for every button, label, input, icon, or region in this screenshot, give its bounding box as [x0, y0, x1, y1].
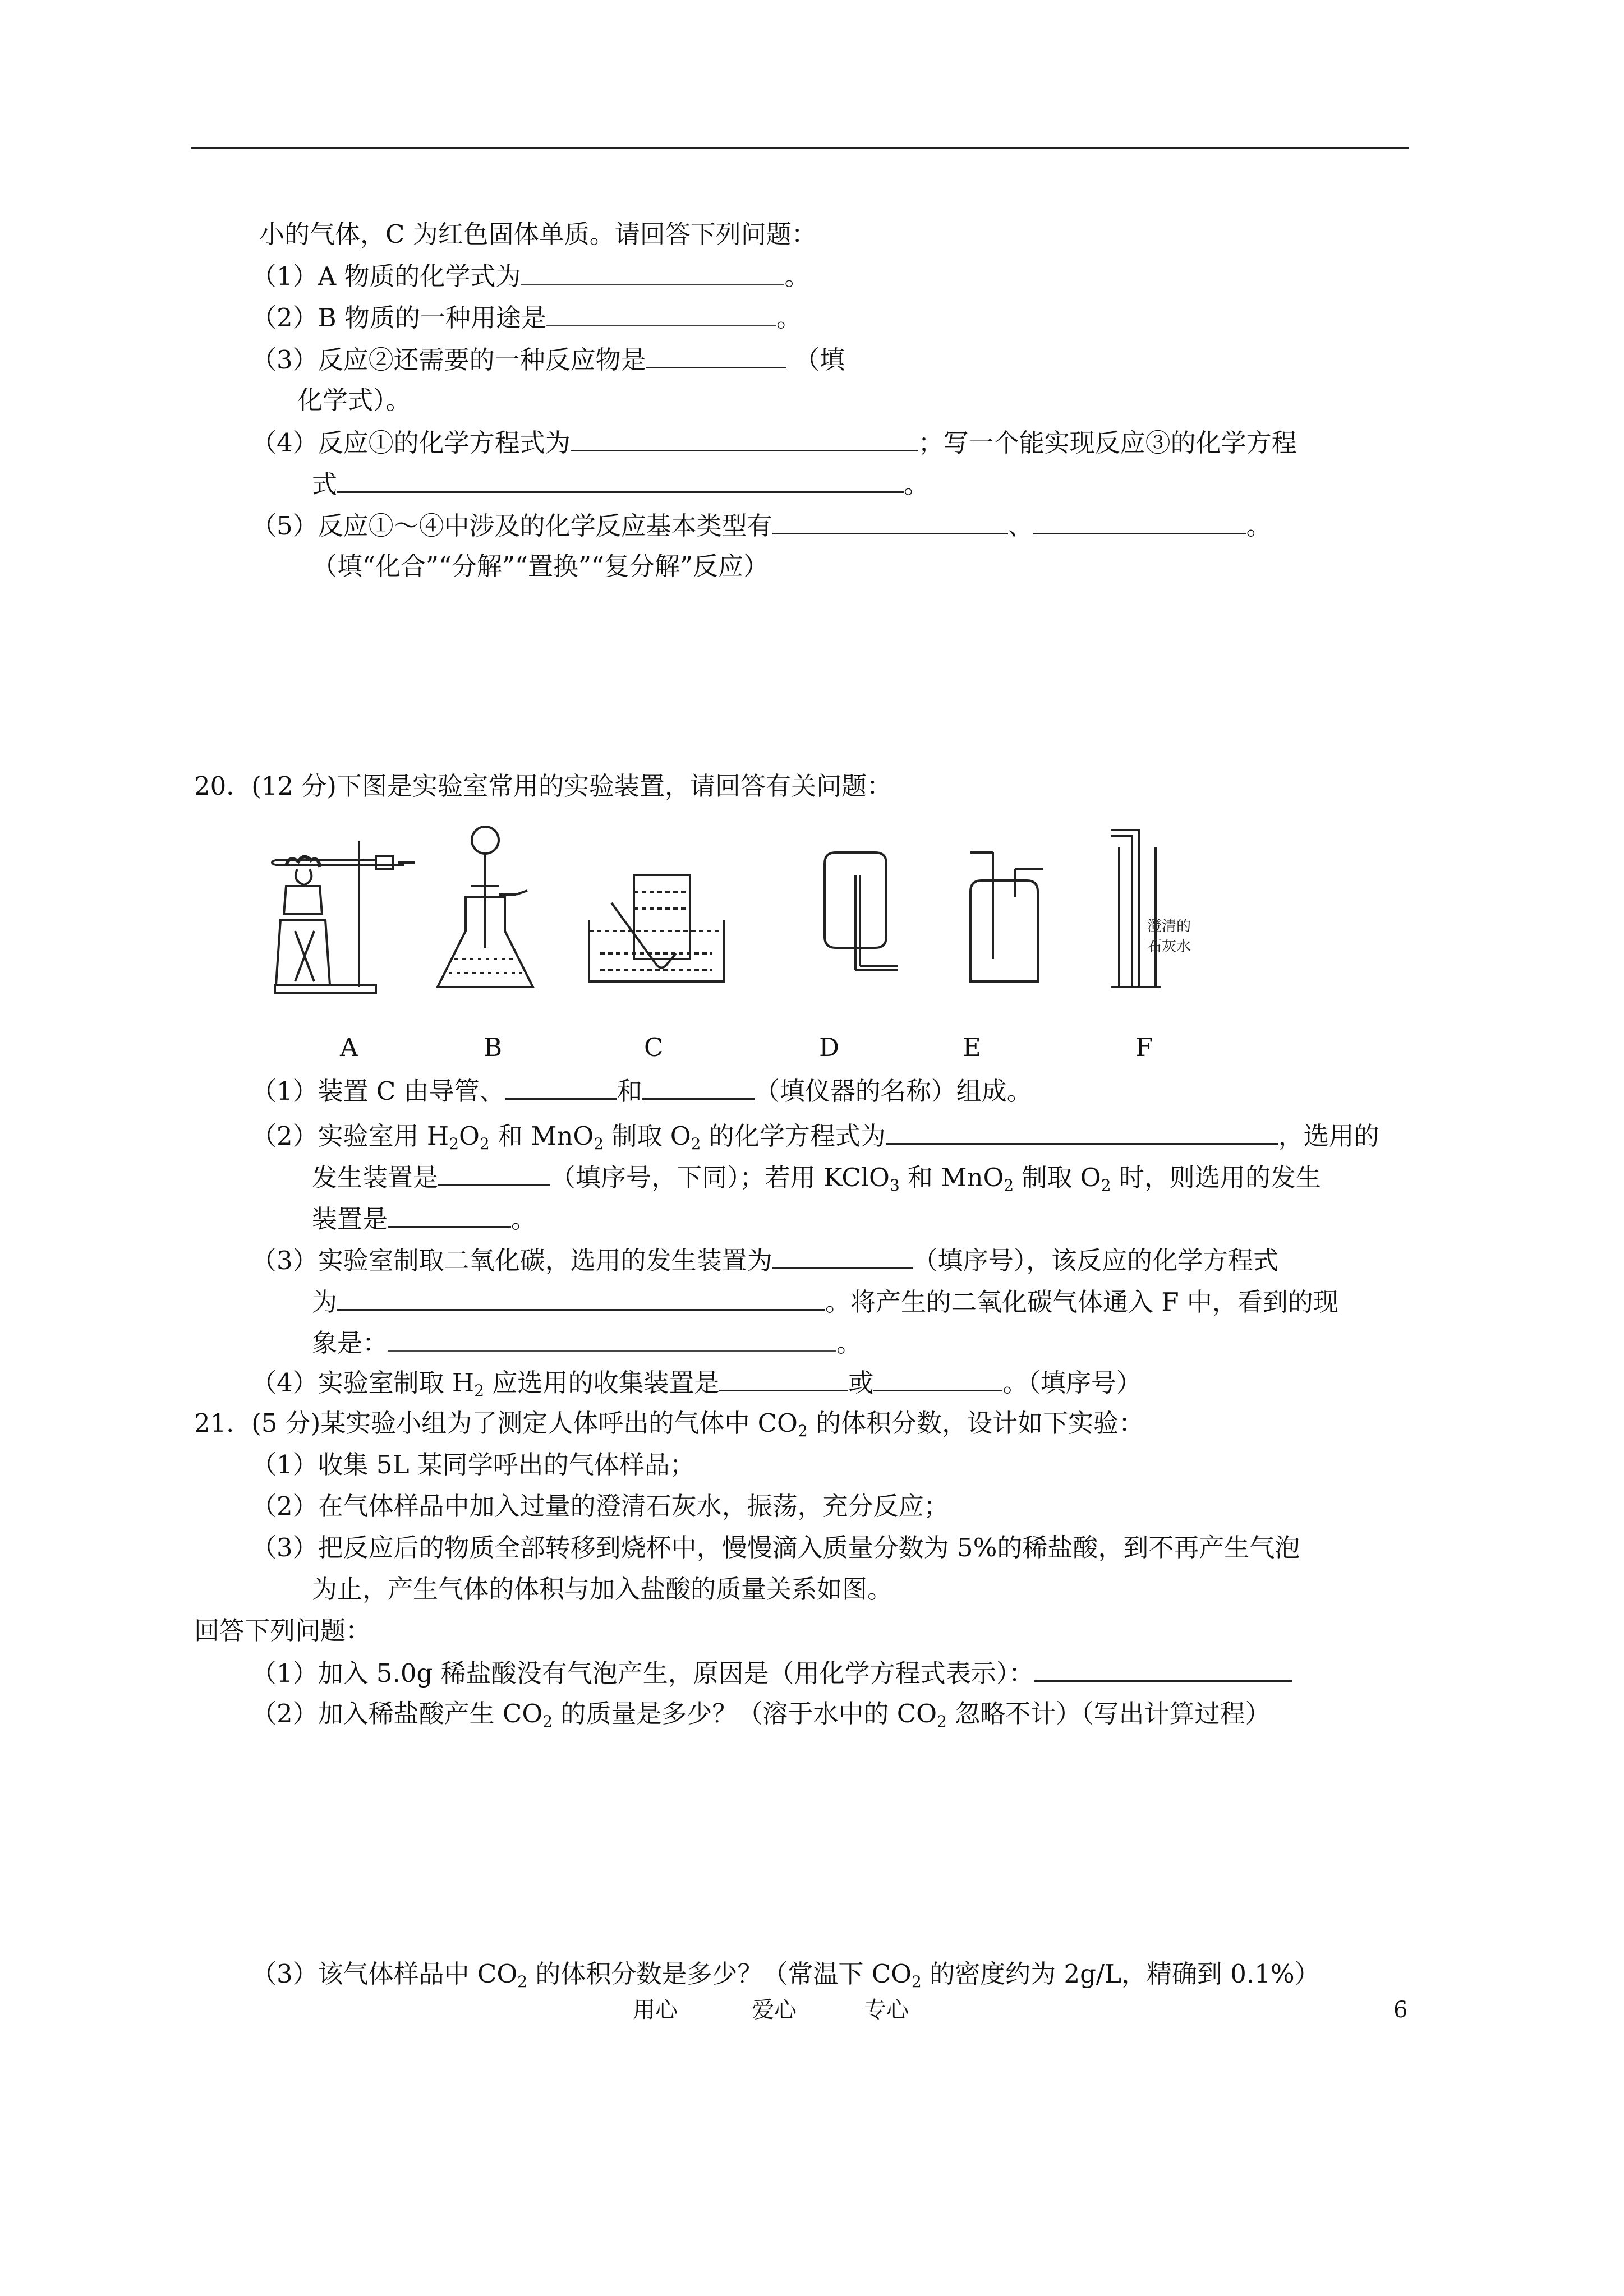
q20-part2: （2）实验室用 $H_2O_2$ 和 MnO$_2$ 制取 $O_2$ 的化学方程式为 ，选用的: [251, 1117, 1379, 1154]
q20-part3-line2: 为 。将产生的二氧化碳气体通入 F 中，看到的现: [312, 1283, 1338, 1320]
q21-step2: （2）在气体样品中加入过量的澄清石灰水，振荡，充分反应；: [251, 1491, 949, 1521]
answer-blank[interactable]: [388, 1325, 836, 1352]
page-number: 6: [1393, 1997, 1408, 2023]
answer-blank[interactable]: [521, 258, 784, 285]
q20-part4: （4）实验室制取 $H_2$ 应选用的收集装置是 或 。（填序号）: [251, 1364, 1142, 1401]
q21-answer-prompt: 回答下列问题：: [194, 1616, 371, 1645]
answer-blank[interactable]: [546, 299, 776, 326]
q19-part1: （1）A 物质的化学式为 。: [251, 258, 809, 294]
label-e: E: [963, 1032, 981, 1062]
header-rule: [191, 147, 1409, 149]
q21-heading: 21．(5 分)某实验小组为了测定人体呼出的气体中 $CO_2$ 的体积分数，设计如下实验：: [194, 1408, 1144, 1440]
q19-part2: （2）B 物质的一种用途是 。: [251, 299, 802, 336]
answer-blank[interactable]: [1034, 1654, 1292, 1682]
label-d: D: [819, 1032, 840, 1062]
footer-motto-2: 爱心: [752, 1997, 797, 2023]
q19-part5: （5）反应①～④中涉及的化学反应基本类型有 、 。: [251, 507, 1272, 544]
q21-question2: （2）加入稀盐酸产生 $CO_2$ 的质量是多少？（溶于水中的 $CO_2$ 忽略不计）（写出计算过程）: [251, 1699, 1271, 1731]
q20-part2-line3: 装置是 。: [312, 1200, 536, 1237]
label-f: F: [1135, 1032, 1153, 1062]
label-c: C: [644, 1032, 664, 1062]
q19-part4-cont: 式 。: [312, 465, 929, 502]
answer-blank[interactable]: [886, 1117, 1278, 1145]
q21-question3: （3）该气体样品中 $CO_2$ 的体积分数是多少？（常温下 $CO_2$ 的密度约为 2g/L，精确到 0.1%）: [251, 1959, 1320, 1991]
q20-part2-line2: 发生装置是 （填序号，下同）；若用 KClO$_3$ 和 MnO$_2$ 制取 $O_2$ 时，则选用的发生: [312, 1159, 1321, 1196]
q20-part1: （1）装置 C 由导管、 和 （填仪器的名称）组成。: [251, 1072, 1032, 1109]
q21-step3-cont: 为止，产生气体的体积与加入盐酸的质量关系如图。: [312, 1574, 893, 1604]
answer-blank[interactable]: [642, 1072, 755, 1100]
q20-part3-line3: 象是： 。: [312, 1325, 862, 1361]
apparatus-d-inverted-jar: [825, 852, 898, 970]
q19-part3-cont: 化学式）。: [297, 385, 411, 415]
footer-motto-1: 用心: [633, 1997, 678, 2023]
tube-label-line1: 澄清的: [1147, 918, 1191, 935]
q19-intro: 小的气体，C 为红色固体单质。请回答下列问题：: [259, 219, 817, 249]
answer-blank[interactable]: [505, 1072, 617, 1100]
q19-part3: （3）反应②还需要的一种反应物是 （填: [251, 341, 845, 378]
q21-question1: （1）加入 5.0g 稀盐酸没有气泡产生，原因是（用化学方程式表示）：: [251, 1654, 1292, 1691]
answer-blank[interactable]: [571, 424, 918, 451]
apparatus-b-flask: [438, 827, 533, 987]
q19-part4: （4）反应①的化学方程式为 ；写一个能实现反应③的化学方程: [251, 424, 1297, 461]
answer-blank[interactable]: [337, 1283, 825, 1311]
label-b: B: [484, 1032, 503, 1062]
answer-blank[interactable]: [772, 1242, 913, 1269]
answer-blank[interactable]: [438, 1159, 550, 1186]
apparatus-e-gas-bottle: [970, 852, 1043, 981]
answer-blank[interactable]: [1033, 507, 1246, 534]
q20-part3: （3）实验室制取二氧化碳，选用的发生装置为 （填序号），该反应的化学方程式: [251, 1242, 1278, 1279]
q20-heading: 20．(12 分)下图是实验室常用的实验装置，请回答有关问题：: [194, 771, 892, 801]
answer-blank[interactable]: [337, 465, 904, 493]
answer-blank[interactable]: [646, 341, 786, 368]
q21-step3: （3）把反应后的物质全部转移到烧杯中，慢慢滴入质量分数为 5%的稀盐酸，到不再产生气泡: [251, 1533, 1300, 1562]
label-a: A: [340, 1032, 358, 1062]
footer-motto-3: 专心: [864, 1997, 909, 2023]
answer-blank[interactable]: [772, 507, 1008, 534]
q21-step1: （1）收集 5L 某同学呼出的气体样品；: [251, 1450, 695, 1479]
apparatus-a-retort-stand: [272, 841, 415, 993]
q19-part5-note: （填“化合”“分解”“置换”“复分解”反应）: [312, 551, 769, 581]
answer-blank[interactable]: [388, 1200, 511, 1228]
answer-blank[interactable]: [719, 1364, 848, 1391]
lab-apparatus-figure: [264, 819, 1217, 1021]
apparatus-c-water-trough: [589, 875, 724, 981]
tube-label-line2: 石灰水: [1147, 938, 1191, 955]
apparatus-f-limewater-tube: [1111, 830, 1161, 987]
answer-blank[interactable]: [873, 1364, 1002, 1391]
